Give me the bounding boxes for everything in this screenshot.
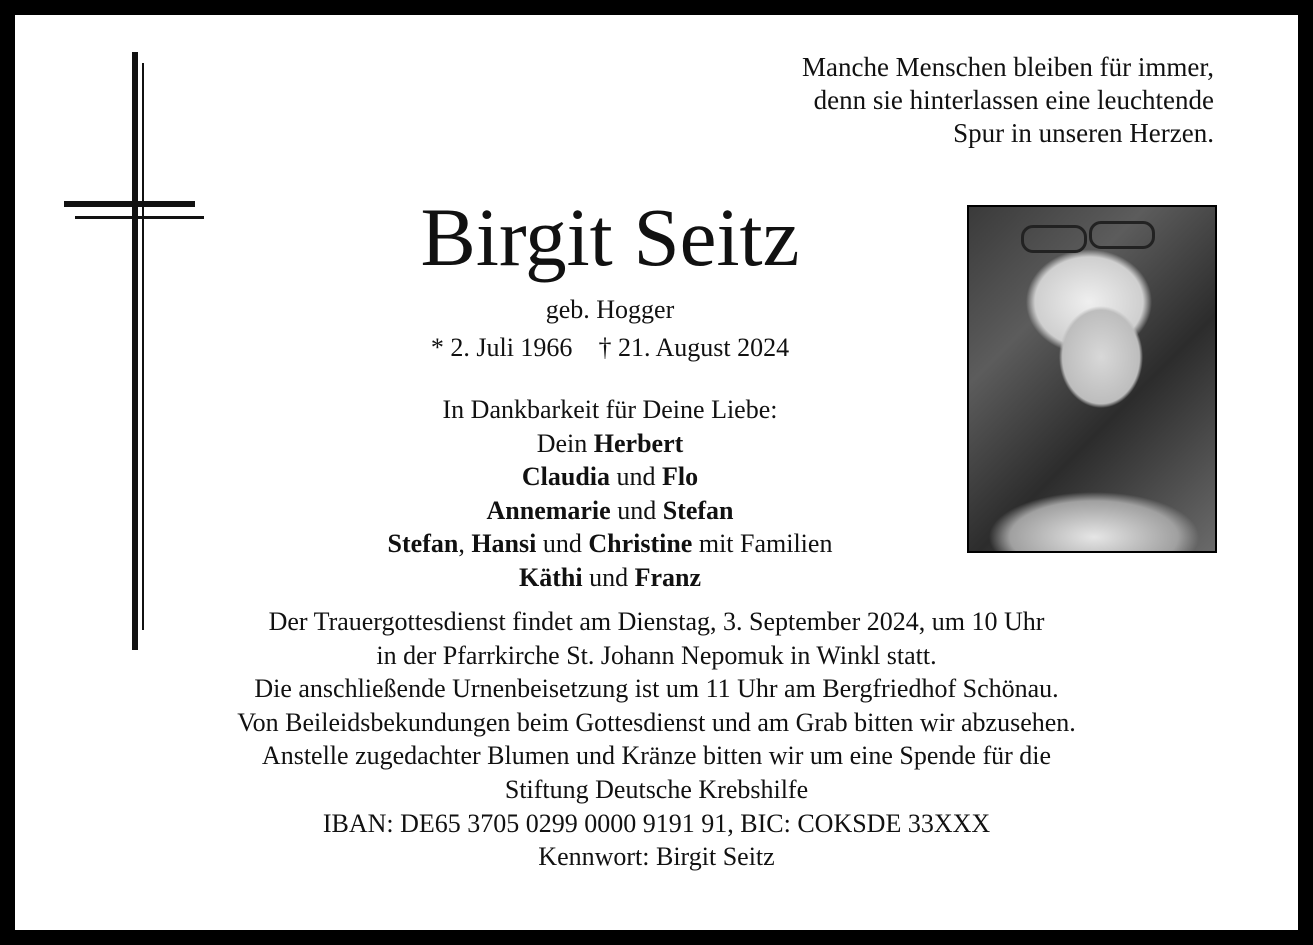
cross-icon (15, 15, 235, 675)
family-line: Dein Herbert (536, 428, 684, 458)
service-info (135, 605, 1178, 874)
quote-line: Manche Menschen bleiben für immer, (801, 52, 1214, 82)
service-line: Der Trauergottesdienst findet am Dienstag, 3. September 2024, um 10 Uhr (268, 607, 1045, 636)
quote-line: denn sie hinterlassen eine leuchtende (813, 85, 1214, 115)
service-line: Die anschließende Urnenbeisetzung ist um 11 Uhr am Bergfriedhof Schönau. (254, 674, 1059, 704)
service-line: Stiftung Deutsche Krebshilfe (504, 774, 809, 804)
service-line: Von Beileidsbekundungen beim Gottesdienst und am Grab bitten wir abzusehen. (237, 707, 1076, 737)
portrait-photo (967, 205, 1217, 553)
donation-keyword: Kennwort: Birgit Seitz (538, 842, 775, 872)
service-line: in der Pfarrkirche St. Johann Nepomuk in Winkl statt. (376, 640, 937, 670)
obituary-card (15, 15, 1298, 930)
quote-line: Spur in unseren Herzen. (953, 118, 1214, 148)
memorial-quote (802, 51, 1214, 150)
life-dates (270, 331, 950, 365)
birth-date: * 2. Juli 1966 (430, 333, 573, 362)
service-line: Anstelle zugedachter Blumen und Kränze bitten wir um eine Spende für die (261, 741, 1052, 771)
bank-details: IBAN: DE65 3705 0299 0000 9191 91, BIC: COKSDE 33XXX (322, 808, 991, 838)
death-date: † 21. August 2024 (598, 333, 790, 362)
family-list (270, 393, 950, 595)
family-line: Annemarie und Stefan (486, 495, 734, 525)
family-line: Käthi und Franz (519, 562, 701, 592)
family-line: Stefan, Hansi und Christine mit Familien (387, 529, 833, 559)
birth-name: geb. Hogger (545, 295, 675, 324)
family-intro: In Dankbarkeit für Deine Liebe: (442, 395, 778, 424)
deceased-name: Birgit Seitz (420, 191, 800, 283)
family-line: Claudia und Flo (521, 462, 699, 492)
